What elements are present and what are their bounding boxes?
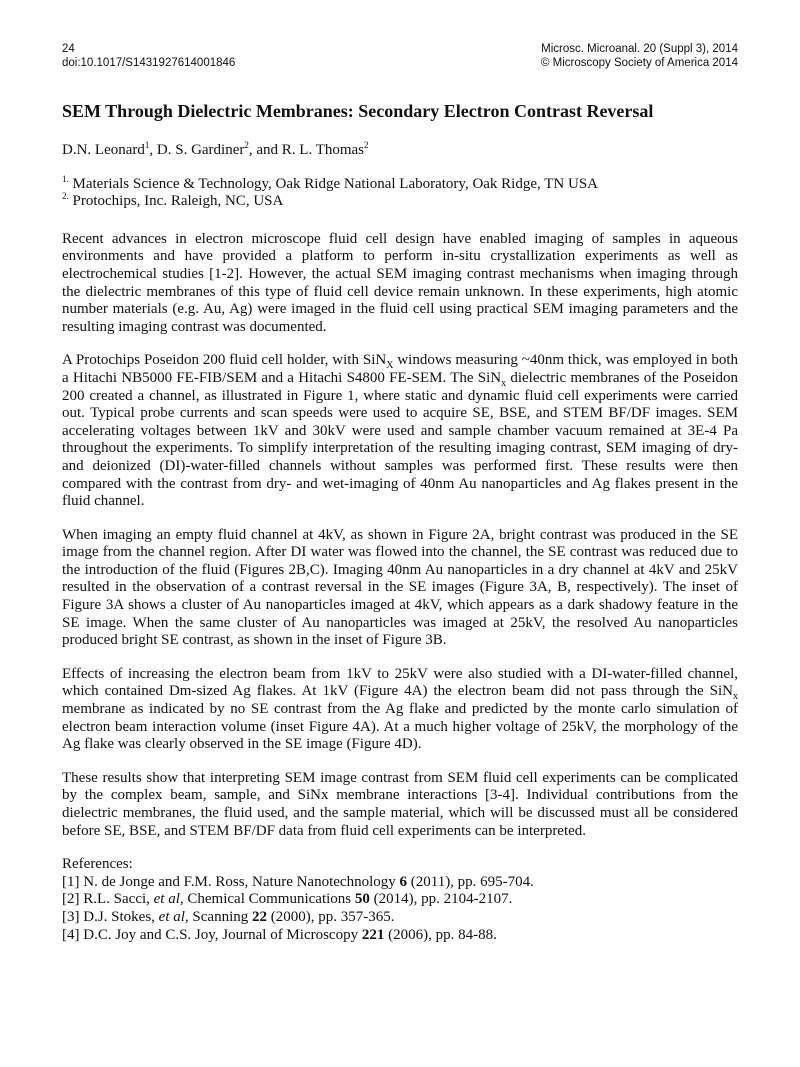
reference-item <box>62 891 738 909</box>
header-left <box>62 42 235 70</box>
reference-item <box>62 927 738 945</box>
reference-text: [2] R.L. Sacci, <box>62 891 154 908</box>
subscript: x <box>501 377 507 389</box>
author-name: D.N. Leonard <box>62 142 145 158</box>
author-list <box>62 142 738 160</box>
reference-item <box>62 874 738 892</box>
reference-etal: et al, <box>153 891 184 908</box>
paragraph-4 <box>62 666 738 754</box>
author-affil-marker: 2 <box>244 140 249 150</box>
paragraph-text: A Protochips Poseidon 200 fluid cell holder, with SiN <box>62 352 387 369</box>
reference-text: Scanning <box>188 908 252 925</box>
reference-text: (2011), pp. 695-704. <box>407 873 534 890</box>
journal-citation: Microsc. Microanal. 20 (Suppl 3), 2014 <box>541 43 738 55</box>
reference-text: Chemical Communications <box>183 891 355 908</box>
affiliation-marker: 2. <box>62 191 69 202</box>
paragraph-text: dielectric membranes of the Poseidon 200 created a channel, as illustrated in Figure 1, where static and dynamic fluid cell experiments were carried out. Typical probe currents and scan speeds were used to acquire SE, BSE, and STEM BF/DF images. SEM accelerating voltages between 1kV and 30kV were used and sample chamber vacuum remained at 3E-4 Pa throughout the experiments. To simplify interpretation of the resulting imaging contrast, SEM imaging of dry-and deionized (DI)-water-filled channels without samples was performed first. These results were then compared with the contrast from dry- and wet-imaging of 40nm Au nanoparticles and Ag flakes present in the fluid channel. <box>62 369 739 510</box>
paragraph-5: These results show that interpreting SEM image contrast from SEM fluid cell experiments can be complicated by the complex beam, sample, and SiNx membrane interactions [3-4]. Individual contributions from the dielectric membranes, the fluid used, and the sample material, which will be discussed must all be considered before SE, BSE, and STEM BF/DF data from fluid cell experiments can be interpreted. <box>62 769 738 839</box>
paper-title: SEM Through Dielectric Membranes: Secondary Electron Contrast Reversal <box>62 101 654 121</box>
reference-volume: 22 <box>252 908 267 925</box>
subscript: x <box>733 691 738 703</box>
paragraph-2 <box>62 352 738 510</box>
reference-text: (2000), pp. 357-365. <box>267 908 395 925</box>
affiliation <box>62 173 738 194</box>
reference-volume: 6 <box>399 873 407 890</box>
reference-text: (2006), pp. 84-88. <box>384 926 497 943</box>
paragraph-text: windows measuring ~40nm thick, was employed in both a Hitachi NB5000 FE-FIB/SEM and a Hitachi S4800 FE-SEM. The SiN <box>62 352 738 386</box>
author-name: R. L. Thomas <box>281 142 365 158</box>
reference-item <box>62 909 738 927</box>
reference-text: [3] D.J. Stokes, <box>62 908 159 925</box>
affiliation-text: Materials Science & Technology, Oak Ridge National Laboratory, Oak Ridge, TN USA <box>68 175 598 192</box>
paragraph-text: Effects of increasing the electron beam from 1kV to 25kV were also studied with a DI-water-filled channel, which contained Dm-sized Ag flakes. At 1kV (Figure 4A) the electron beam did not pass through the SiN <box>62 665 738 700</box>
author-affil-marker: 1 <box>144 140 150 150</box>
reference-text: [4] D.C. Joy and C.S. Joy, Journal of Microscopy <box>62 926 362 943</box>
author-separator: , and <box>248 142 282 158</box>
references <box>62 856 738 944</box>
reference-text: (2014), pp. 2104-2107. <box>369 891 513 908</box>
references-heading: References: <box>62 856 133 873</box>
subscript: X <box>386 360 394 372</box>
paragraph-1: Recent advances in electron microscope fluid cell design have enabled imaging of samples in aqueous environments and have provided a platform to perform in-situ crystallization experiments as well as electrochemical studies [1-2]. However, the actual SEM imaging contrast mechanisms when imaging through the dielectric membranes of this type of fluid cell device remain unknown. In these experiments, high atomic number materials (e.g. Au, Ag) were imaged in the fluid cell using practical SEM imaging parameters and the resulting imaging contrast was documented. <box>62 230 738 335</box>
copyright: © Microscopy Society of America 2014 <box>540 57 738 69</box>
header-right <box>541 42 738 70</box>
reference-text: [1] N. de Jonge and F.M. Ross, Nature Nanotechnology <box>62 873 400 890</box>
affiliations <box>62 173 738 211</box>
page-number: 24 <box>62 43 75 55</box>
affiliation <box>62 193 738 211</box>
reference-volume: 50 <box>354 891 370 908</box>
reference-volume: 221 <box>361 926 385 943</box>
author-separator: , <box>149 142 157 158</box>
affiliation-marker: 1. <box>62 173 69 184</box>
author-affil-marker: 2 <box>364 140 369 150</box>
author-name: D. S. Gardiner <box>156 142 245 158</box>
affiliation-text: Protochips, Inc. Raleigh, NC, USA <box>68 193 284 210</box>
paper-body <box>62 100 738 944</box>
reference-etal: et al, <box>158 908 189 925</box>
paragraph-text: membrane as indicated by no SE contrast from the Ag flake and predicted by the monte carlo simulation of electron beam interaction volume (inset Figure 4A). At a much higher voltage of 25kV, the morphology of the Ag flake was clearly observed in the SE image (Figure 4D). <box>62 701 738 753</box>
paragraph-3: When imaging an empty fluid channel at 4kV, as shown in Figure 2A, bright contrast was produced in the SE image from the channel region. After DI water was flowed into the channel, the SE contrast was reduced due to the introduction of the fluid (Figures 2B,C). Imaging 40nm Au nanoparticles in a dry channel at 4kV and 25kV resulted in the observation of a contrast reversal in the SE images (Figure 3A, B, respectively). The inset of Figure 3A shows a cluster of Au nanoparticles imaged at 4kV, which appears as a dark shadowy feature in the SE image. When the same cluster of Au nanoparticles was imaged at 25kV, the resolved Au nanoparticles produced bright SE contrast, as shown in the inset of Figure 3B. <box>62 526 738 649</box>
doi: doi:10.1017/S1431927614001846 <box>62 57 236 69</box>
